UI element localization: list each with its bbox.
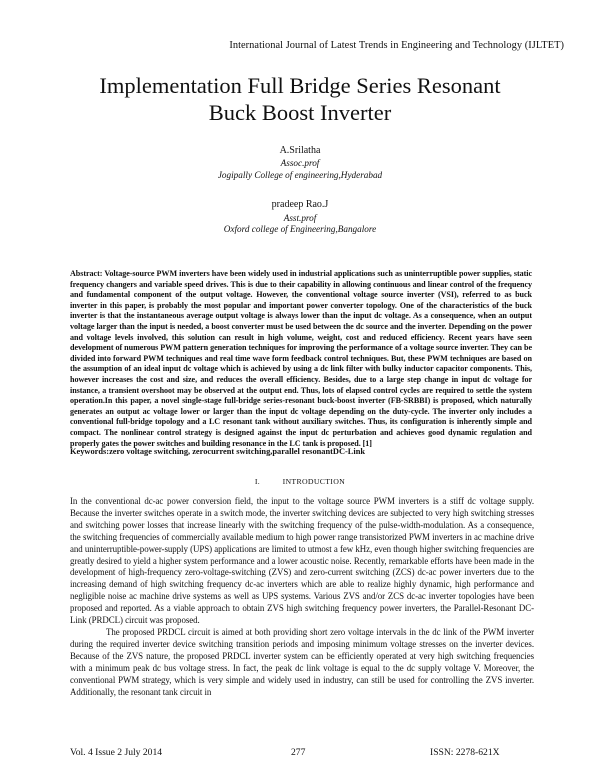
footer-issn: ISSN: 2278-621X [430,747,500,758]
section-number: I. [254,477,261,486]
author-1-name: A.Srilatha [279,145,321,156]
author-1-affiliation: Jogipally College of engineering,Hyderabad [217,170,383,180]
journal-header: International Journal of Latest Trends in Engineering and Technology (IJLTET) [229,40,564,51]
footer-volume: Vol. 4 Issue 2 July 2014 [70,747,163,758]
body-text [70,496,534,698]
section-title: INTRODUCTION [282,477,346,486]
abstract: Abstract: Voltage-source PWM inverters have been widely used in industrial applications such as uninterruptible power supplies, static frequency changers and variable speed drives. This is due to their capability in allowing continuous and linear control of the frequency and fundamental component of the output voltage. However, the conventional voltage source inverter (VSI), referred to as buck inverter in this paper, is probably the most popular and important power converter topology. One of the characteristics of the buck inverter is that the instantaneous average output voltage is always lower than the input dc voltage. As a consequence, when an output voltage larger than the input is needed, a boost converter must be used between the dc source and the inverter. Depending on the power and voltage levels involved, this solution can result in high volume, weight, cost and reduced efficiency. Recent years have seen development of numerous PWM pattern generation techniques for improving the performance of a voltage source inverter. They can be divided into forward PWM techniques and real time wave form feedback control techniques. But, these PWM techniques are based on the assumption of an ideal input dc voltage which is achieved by using a dc link filter with bulky inductor capacitor components. This, however increases the cost and size, and reduces the overall efficiency. Besides, due to a large step change in input dc voltage for instance, a transient overshoot may be observed at the output end. Thus, lots of elapsed control cycles are required to settle the system operation.In this paper, a novel single-stage full-bridge series-resonant buck-boost inverter (FB-SRBBI) is proposed, which naturally generates an output ac voltage lower or larger than the input dc voltage depending on the duty-cycle. The inverter only includes a conventional full-bridge topology and a LC resonant tank without auxiliary switches. Thus, its configuration is inherently simple and compact. The nonlinear control strategy is designed against the input dc perturbation and achieves good dynamic regulation and properly gates the power switches and building resonance in the LC tank is proposed. [1] [70,269,532,448]
paper-title-line-2: Buck Boost Inverter [208,100,392,125]
footer-page-number: 277 [291,747,306,758]
paragraph-1: In the conventional dc-ac power conversion field, the input to the voltage source PWM inverters is a stiff dc voltage supply. Because the inverter switches operate in a switch mode, the inverter switching devices are subjected to very high switching stresses and switching power losses that increase linearly with the switching frequency of the pulse-width-modulation. As a consequence, the switching frequencies of commercially available medium to high power range transistorized PWM inverters in ac machine drive and uninterruptible-power-supply (UPS) applications are limited to utmost a few kHz, even though higher switching frequencies are greatly desired to yield a higher system performance and a lower acoustic noise. Recently, remarkable efforts have been made in the development of high-frequency zero-voltage-switching (ZVS) and zero-current switching (ZCS) dc-ac power inverters due to the increasing demand of high switching frequency dc-ac inverters which are able to realize highly dynamic, high performance and negligible noise ac machine drive systems as well as UPS systems. Various ZVS and/or ZCS dc-ac inverter topologies have been proposed and reported. As a viable approach to obtain ZVS high switching frequency power inverters, the Parallel-Resonant DC-Link (PRDCL) circuit was proposed. [70,496,534,626]
section-heading [0,477,600,486]
paragraph-2: The proposed PRDCL circuit is aimed at both providing short zero voltage intervals in the dc link of the PWM inverter during the required inverter device switching transition periods and imposing minimum voltage stresses on the inverter devices. Because of the ZVS nature, the proposed PRDCL inverter system can be efficiently operated at very high switching frequencies with a minimum peak dc bus voltage stress. In fact, the peak dc link voltage is equal to the dc supply voltage V. Moreover, the conventional PWM strategy, which is very simple and widely used in industry, can still be used for controlling the ZVS inverter. Additionally, the resonant tank circuit in [70,626,534,697]
paper-title-line-1: Implementation Full Bridge Series Resonant [99,73,501,98]
author-2-affiliation: Oxford college of Engineering,Bangalore [223,224,377,234]
author-2-name: pradeep Rao.J [271,199,329,210]
paper-title [40,72,560,126]
author-2-position: Asst.prof [283,213,317,223]
keywords: Keywords:zero voltage switching, zerocurrent switching,parallel resonantDC-Link [70,447,366,456]
author-1-position: Assoc.prof [280,158,320,168]
